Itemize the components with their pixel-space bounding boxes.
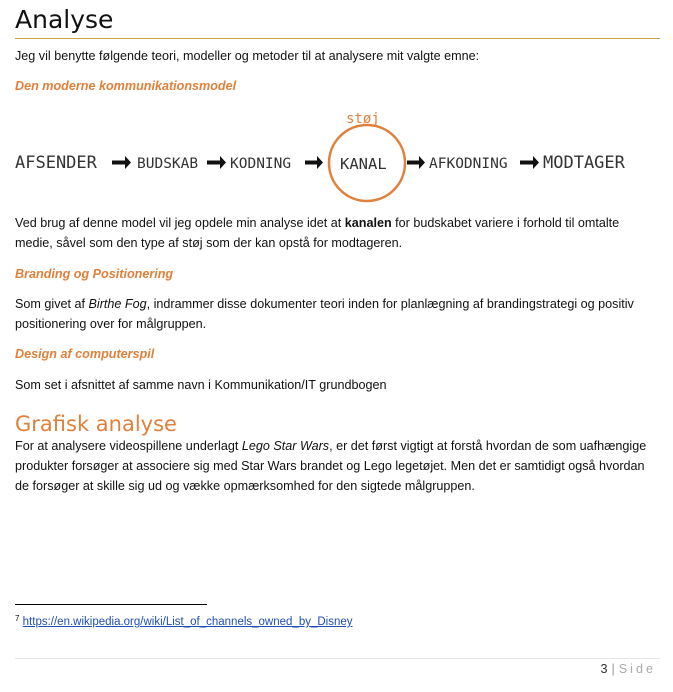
- arrow-right-icon: [407, 156, 425, 169]
- step-message: BUDSKAB: [137, 156, 199, 172]
- graphic-analysis-paragraph: For at analysere videospillene underlagt Lego Star Wars, er det først vigtigt at forstå hvordan de som uafhængige produkter forsøger at associere sig med Star Wars brandet og Lego legetøjet. Men det er samtidigt også hvordan de forsøger at skille sig ud og vække opmærksomhed for den sigtede målgruppen.: [15, 439, 647, 493]
- footer-rule: [15, 658, 660, 659]
- intro-paragraph: Jeg vil benytte følgende teori, modeller og metoder til at analysere mit valgte emne:: [15, 49, 480, 63]
- emphasis-channel: kanalen: [344, 216, 392, 230]
- step-encoding: KODNING: [230, 156, 292, 172]
- game-title: Lego Star Wars: [241, 439, 330, 453]
- section-title-communication-model: Den moderne kommunikationsmodel: [15, 79, 237, 93]
- branding-paragraph: Som givet af Birthe Fog, indrammer disse dokumenter teori inden for planlægning af brandingstrategi og positiv positionering over for målgruppen.: [15, 297, 634, 331]
- footnote-link[interactable]: https://en.wikipedia.org/wiki/List_of_channels_owned_by_Disney: [22, 616, 353, 628]
- page-heading: Analyse: [15, 5, 114, 34]
- arrow-right-icon: [207, 156, 226, 169]
- section-title-game-design: Design af computerspil: [15, 347, 155, 361]
- step-channel: KANAL: [340, 155, 387, 173]
- section-title-graphic-analysis: Grafisk analyse: [15, 412, 177, 436]
- author-name: Birthe Fog: [88, 297, 147, 311]
- game-design-paragraph: Som set i afsnittet af samme navn i Kommunikation/IT grundbogen: [15, 378, 387, 392]
- step-decoding: AFKODNING: [429, 156, 508, 172]
- page-number: 3: [600, 662, 608, 676]
- step-sender: AFSENDER: [15, 153, 97, 173]
- section-title-branding: Branding og Positionering: [15, 267, 174, 281]
- heading-rule: [15, 38, 660, 39]
- footnote: [15, 611, 353, 630]
- arrow-right-icon: [112, 156, 131, 169]
- arrow-right-icon: [520, 156, 539, 169]
- arrow-right-icon: [305, 156, 323, 169]
- footnote-number: 7: [15, 614, 20, 623]
- footer-separator: |: [611, 662, 615, 676]
- communication-model-diagram: [0, 104, 673, 204]
- step-receiver: MODTAGER: [543, 153, 625, 173]
- model-paragraph: Ved brug af denne model vil jeg opdele min analyse idet at kanalen for budskabet variere i forhold til omtalte medie, såvel som den type af støj som der kan opstå for modtageren.: [15, 216, 620, 250]
- page-footer: [600, 660, 656, 678]
- noise-label: støj: [346, 111, 380, 127]
- footer-label: Side: [618, 662, 656, 676]
- footnote-separator: [15, 604, 207, 605]
